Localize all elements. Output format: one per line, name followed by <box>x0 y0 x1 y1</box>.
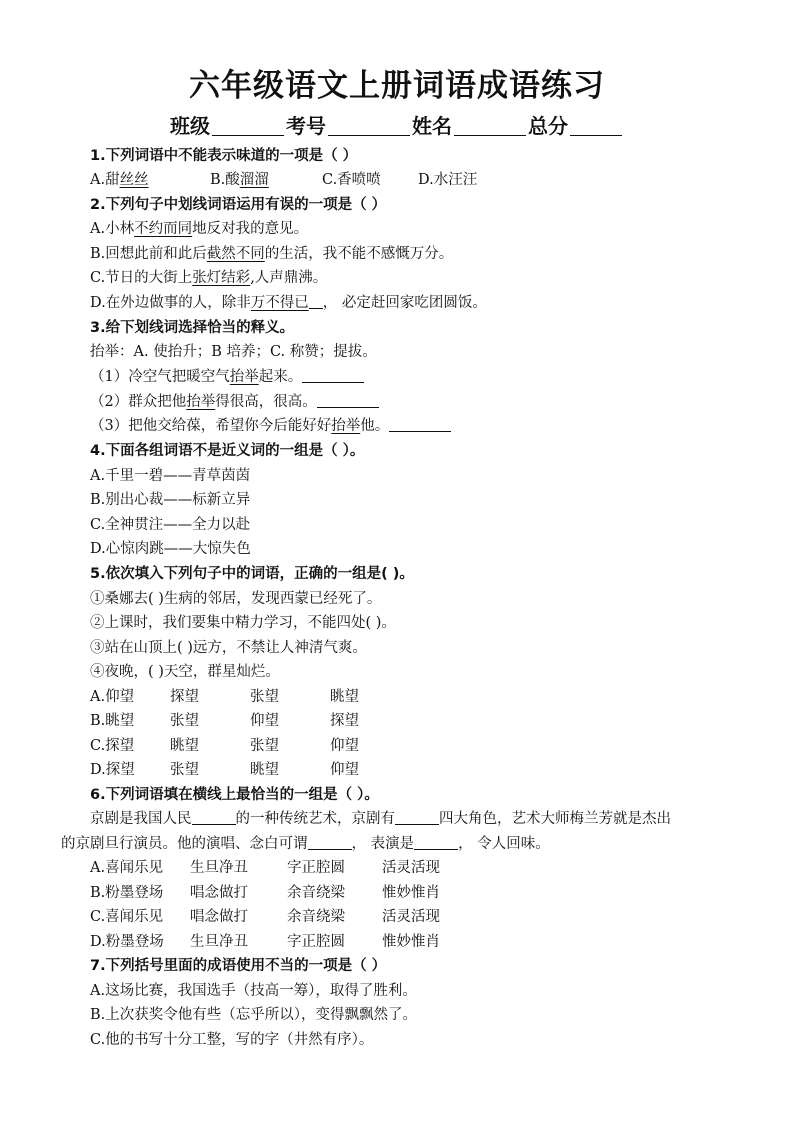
q2-option-d: D.在外边做事的人，除非万不得已 ， 必定赶回家吃团圆饭。 <box>90 295 487 311</box>
q3-stem: 3.给下划线词选择恰当的释义。 <box>90 320 295 336</box>
q6-option-c: C.喜闻乐见 唱念做打 余音绕梁 活灵活现 <box>90 909 440 925</box>
answer-blank[interactable] <box>395 809 439 825</box>
name-label: 姓名 <box>412 114 452 138</box>
q2-option-c: C.节日的大街上张灯结彩,人声鼎沸。 <box>90 270 328 286</box>
score-field[interactable] <box>570 115 622 136</box>
q3-definition: 抬举：A. 使抬升；B 培养；C. 称赞；提拔。 <box>90 344 377 360</box>
q5-option-d: D.探望 张望 眺望 仰望 <box>90 762 359 778</box>
q5-sentence-1: ①桑娜去( )生病的邻居，发现西蒙已经死了。 <box>90 591 382 607</box>
q6-option-a: A.喜闻乐见 生旦净丑 字正腔圆 活灵活现 <box>90 860 440 876</box>
class-field[interactable] <box>212 115 284 136</box>
q4-option-b: B.别出心裁——标新立异 <box>90 492 251 508</box>
q4-option-d: D.心惊肉跳——大惊失色 <box>90 541 251 557</box>
exam-no-label: 考号 <box>286 114 326 138</box>
q5-stem: 5.依次填入下列句子中的词语，正确的一组是( )。 <box>90 566 414 582</box>
exam-no-field[interactable] <box>328 115 410 136</box>
page-title: 六年级语文上册词语成语练习 <box>189 68 605 104</box>
q1-stem: 1.下列词语中不能表示味道的一项是（ ） <box>90 148 358 164</box>
q5-option-b: B.眺望 张望 仰望 探望 <box>90 713 359 729</box>
q3-sentence-1: （1）冷空气把暖空气抬举起来。 <box>90 367 364 387</box>
q1-option-a: A.甜丝丝 <box>90 172 149 188</box>
q2-stem: 2.下列句子中划线词语运用有误的一项是（ ） <box>90 197 387 213</box>
q4-stem: 4.下面各组词语不是近义词的一组是（ ）。 <box>90 443 365 459</box>
q1-options <box>90 170 477 190</box>
student-info-row <box>0 110 794 139</box>
q6-option-b: B.粉墨登场 唱念做打 余音绕梁 惟妙惟肖 <box>90 885 440 901</box>
answer-blank[interactable] <box>389 416 451 432</box>
q1-option-d: D.水汪汪 <box>418 172 478 188</box>
q5-sentence-2: ②上课时，我们要集中精力学习，不能四处( )。 <box>90 615 396 631</box>
q5-sentence-4: ④夜晚，( )天空，群星灿烂。 <box>90 664 280 680</box>
q5-sentence-3: ③站在山顶上( )远方，不禁让人神清气爽。 <box>90 640 367 656</box>
q3-sentence-3: （3）把他交给葆，希望你今后能好好抬举他。 <box>90 416 451 436</box>
q7-option-b: B.上次获奖令他有些（忘乎所以），变得飘飘然了。 <box>90 1007 418 1023</box>
q1-option-b: B.酸溜溜 <box>210 172 269 188</box>
answer-blank[interactable] <box>317 392 379 408</box>
q1-option-c: C.香喷喷 <box>322 172 381 188</box>
q6-option-d: D.粉墨登场 生旦净丑 字正腔圆 惟妙惟肖 <box>90 934 440 950</box>
class-label: 班级 <box>170 114 210 138</box>
q6-stem: 6.下列词语填在横线上最恰当的一组是（ ）。 <box>90 787 379 803</box>
answer-blank[interactable] <box>308 834 352 850</box>
answer-blank[interactable] <box>192 809 236 825</box>
q2-option-a: A.小林不约而同地反对我的意见。 <box>90 221 309 237</box>
answer-blank[interactable] <box>414 834 458 850</box>
q3-sentence-2: （2）群众把他抬举得很高，很高。 <box>90 392 379 412</box>
q6-passage-line-2: 的京剧旦行演员。他的演唱、念白可谓 ， 表演是 ， 令人回味。 <box>61 836 550 852</box>
q7-stem: 7.下列括号里面的成语使用不当的一项是（ ） <box>90 958 387 974</box>
q4-option-a: A.千里一碧——青草茵茵 <box>90 468 251 484</box>
q4-option-c: C.全神贯注——全力以赴 <box>90 517 251 533</box>
q5-option-c: C.探望 眺望 张望 仰望 <box>90 738 359 754</box>
q6-passage-line-1: 京剧是我国人民 的一种传统艺术，京剧有 四大角色，艺术大师梅兰芳就是杰出 <box>90 811 671 827</box>
name-field[interactable] <box>454 115 526 136</box>
q7-option-c: C.他的书写十分工整，写的字（井然有序）。 <box>90 1032 374 1048</box>
q2-option-b: B.回想此前和此后截然不同的生活，我不能不感慨万分。 <box>90 246 454 262</box>
answer-blank[interactable] <box>302 367 364 383</box>
score-label: 总分 <box>528 114 568 138</box>
q7-option-a: A.这场比赛，我国选手（技高一筹），取得了胜利。 <box>90 983 417 999</box>
q5-option-a: A.仰望 探望 张望 眺望 <box>90 689 359 705</box>
